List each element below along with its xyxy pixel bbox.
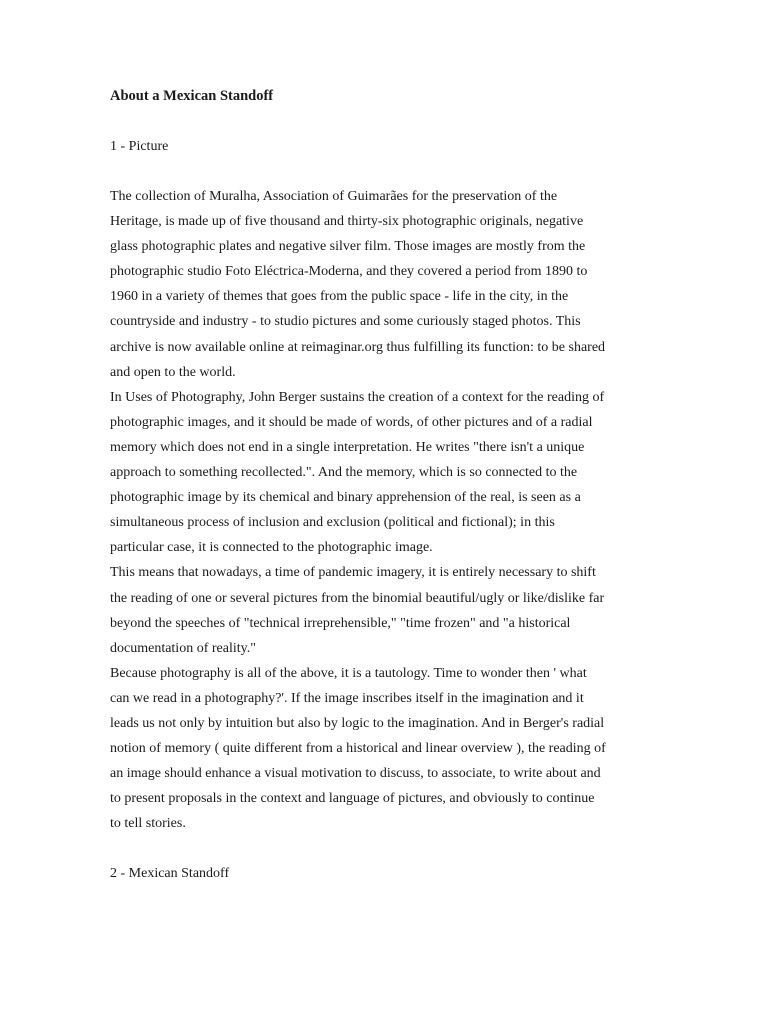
text-line: leads us not only by intuition but also by logic to the imagination. And in Berger's radial xyxy=(110,715,605,731)
text-line: to tell stories. xyxy=(110,816,186,832)
text-line: beyond the speeches of "technical irreprehensible," "time frozen" and "a historical xyxy=(110,615,571,631)
section-heading-mexican-standoff: 2 - Mexican Standoff xyxy=(110,866,230,882)
text-line: simultaneous process of inclusion and exclusion (political and fictional); in this xyxy=(110,515,555,531)
text-line: memory which does not end in a single interpretation. He writes "there isn't a unique xyxy=(110,439,585,455)
paragraph-collection xyxy=(110,184,662,385)
text-line: can we read in a photography?'. If the image inscribes itself in the imagination and it xyxy=(110,690,584,706)
paragraph-pandemic-imagery xyxy=(110,560,662,660)
section-heading-picture: 1 - Picture xyxy=(110,139,169,154)
document-title: About a Mexican Standoff xyxy=(110,88,274,104)
paragraph-berger xyxy=(110,385,662,561)
text-line: approach to something recollected.". And the memory, which is so connected to the xyxy=(110,465,578,481)
text-line: notion of memory ( quite different from a historical and linear overview ), the reading of xyxy=(110,741,606,757)
paragraph-tautology xyxy=(110,661,662,837)
text-line: an image should enhance a visual motivation to discuss, to associate, to write about and xyxy=(110,766,601,782)
text-line: particular case, it is connected to the photographic image. xyxy=(110,540,433,556)
text-line: photographic studio Foto Eléctrica-Moderna, and they covered a period from 1890 to xyxy=(110,264,588,280)
text-line: Because photography is all of the above, it is a tautology. Time to wonder then ' what xyxy=(110,665,587,681)
document-page xyxy=(110,84,662,911)
text-line: and open to the world. xyxy=(110,364,236,380)
text-line: In Uses of Photography, John Berger sustains the creation of a context for the reading of xyxy=(110,389,605,405)
text-line: This means that nowadays, a time of pandemic imagery, it is entirely necessary to shift xyxy=(110,565,596,581)
text-line: archive is now available online at reimaginar.org thus fulfilling its function: to be shared xyxy=(110,339,606,355)
text-line: to present proposals in the context and language of pictures, and obviously to continue xyxy=(110,791,595,807)
text-line: Heritage, is made up of five thousand and thirty-six photographic originals, negative xyxy=(110,214,584,230)
text-line: photographic images, and it should be made of words, of other pictures and of a radial xyxy=(110,414,593,430)
text-line: glass photographic plates and negative silver film. Those images are mostly from the xyxy=(110,239,586,255)
text-line: The collection of Muralha, Association of Guimarães for the preservation of the xyxy=(110,189,558,204)
text-line: photographic image by its chemical and binary apprehension of the real, is seen as a xyxy=(110,490,581,506)
text-line: documentation of reality." xyxy=(110,640,256,656)
text-line: the reading of one or several pictures from the binomial beautiful/ugly or like/dislike far xyxy=(110,590,605,606)
text-line: countryside and industry - to studio pictures and some curiously staged photos. This xyxy=(110,314,581,330)
text-line: 1960 in a variety of themes that goes from the public space - life in the city, in the xyxy=(110,289,569,305)
